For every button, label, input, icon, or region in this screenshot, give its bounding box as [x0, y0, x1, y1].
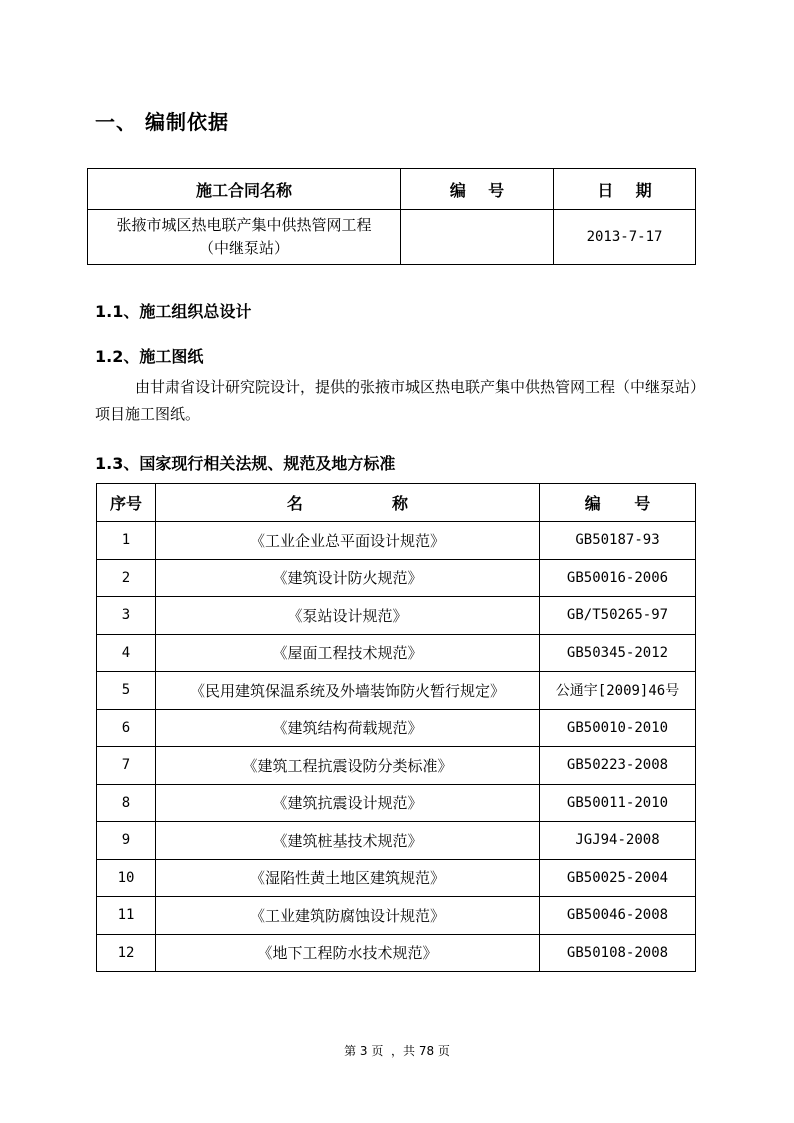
- standards-row: [97, 897, 696, 935]
- standards-row-no: 12: [97, 934, 156, 972]
- standards-row: [97, 822, 696, 860]
- standards-row-name: 《湿陷性黄土地区建筑规范》: [156, 859, 540, 897]
- standards-row-name: 《建筑设计防火规范》: [156, 559, 540, 597]
- standards-row: [97, 672, 696, 710]
- standards-row-no: 6: [97, 709, 156, 747]
- standards-row-no: 2: [97, 559, 156, 597]
- standards-row-code: 公通宇[2009]46号: [540, 672, 696, 710]
- standards-row-name: 《屋面工程技术规范》: [156, 634, 540, 672]
- contract-number-header: 编 号: [401, 169, 554, 210]
- standards-name-header: 名 称: [156, 484, 540, 522]
- standards-row-no: 11: [97, 897, 156, 935]
- standards-code-header: 编 号: [540, 484, 696, 522]
- standards-row-code: GB50223-2008: [540, 747, 696, 785]
- standards-row-code: GB50016-2006: [540, 559, 696, 597]
- standards-row-code: GB50187-93: [540, 522, 696, 560]
- standards-row-no: 10: [97, 859, 156, 897]
- contract-name-line2: （中继泵站）: [198, 239, 289, 257]
- section-heading-1-2: 1.2、施工图纸: [95, 347, 204, 366]
- standards-row-name: 《泵站设计规范》: [156, 597, 540, 635]
- standards-row-no: 3: [97, 597, 156, 635]
- contract-name-header: 施工合同名称: [88, 169, 401, 210]
- standards-row-code: GB50345-2012: [540, 634, 696, 672]
- standards-row: [97, 709, 696, 747]
- section-heading-1: 一、 编制依据: [95, 110, 229, 134]
- standards-row-code: JGJ94-2008: [540, 822, 696, 860]
- standards-row: [97, 859, 696, 897]
- standards-row-name: 《建筑工程抗震设防分类标准》: [156, 747, 540, 785]
- standards-row: [97, 747, 696, 785]
- standards-row-name: 《工业建筑防腐蚀设计规范》: [156, 897, 540, 935]
- standards-row: [97, 597, 696, 635]
- standards-row-no: 5: [97, 672, 156, 710]
- standards-row-no: 1: [97, 522, 156, 560]
- standards-row-no: 4: [97, 634, 156, 672]
- contract-date-header: 日 期: [554, 169, 696, 210]
- standards-table: [96, 483, 696, 972]
- standards-header-row: [97, 484, 696, 522]
- contract-header-row: [88, 169, 696, 210]
- standards-row-name: 《建筑结构荷载规范》: [156, 709, 540, 747]
- footer-page-number: 第 3 页: [344, 1044, 384, 1058]
- standards-row-code: GB/T50265-97: [540, 597, 696, 635]
- section-heading-1-1: 1.1、施工组织总设计: [95, 302, 252, 321]
- standards-row-code: GB50046-2008: [540, 897, 696, 935]
- contract-table: [87, 168, 696, 265]
- standards-row-no: 8: [97, 784, 156, 822]
- footer-total-pages: ，共 78 页: [391, 1044, 450, 1058]
- standards-row-code: GB50011-2010: [540, 784, 696, 822]
- section-1-2-paragraph: 由甘肃省设计研究院设计，提供的张掖市城区热电联产集中供热管网工程（中继泵站）项目施工图纸。: [95, 378, 698, 423]
- section-heading-1-3: 1.3、国家现行相关法规、规范及地方标准: [95, 454, 396, 473]
- standards-row-code: GB50108-2008: [540, 934, 696, 972]
- contract-date-cell: 2013-7-17: [554, 210, 696, 265]
- standards-row: [97, 634, 696, 672]
- standards-row-name: 《工业企业总平面设计规范》: [156, 522, 540, 560]
- standards-row: [97, 934, 696, 972]
- standards-no-header: 序号: [97, 484, 156, 522]
- standards-row: [97, 522, 696, 560]
- standards-row-name: 《建筑桩基技术规范》: [156, 822, 540, 860]
- contract-name-cell: [88, 210, 401, 265]
- standards-row-code: GB50010-2010: [540, 709, 696, 747]
- standards-row-name: 《民用建筑保温系统及外墙装饰防火暂行规定》: [156, 672, 540, 710]
- standards-row: [97, 559, 696, 597]
- standards-row-no: 9: [97, 822, 156, 860]
- standards-row-no: 7: [97, 747, 156, 785]
- page-footer: [0, 1042, 794, 1059]
- contract-number-cell: [401, 210, 554, 265]
- standards-row-code: GB50025-2004: [540, 859, 696, 897]
- contract-name-line1: 张掖市城区热电联产集中供热管网工程: [116, 216, 372, 234]
- standards-row-name: 《建筑抗震设计规范》: [156, 784, 540, 822]
- standards-row: [97, 784, 696, 822]
- contract-row: [88, 210, 696, 265]
- standards-row-name: 《地下工程防水技术规范》: [156, 934, 540, 972]
